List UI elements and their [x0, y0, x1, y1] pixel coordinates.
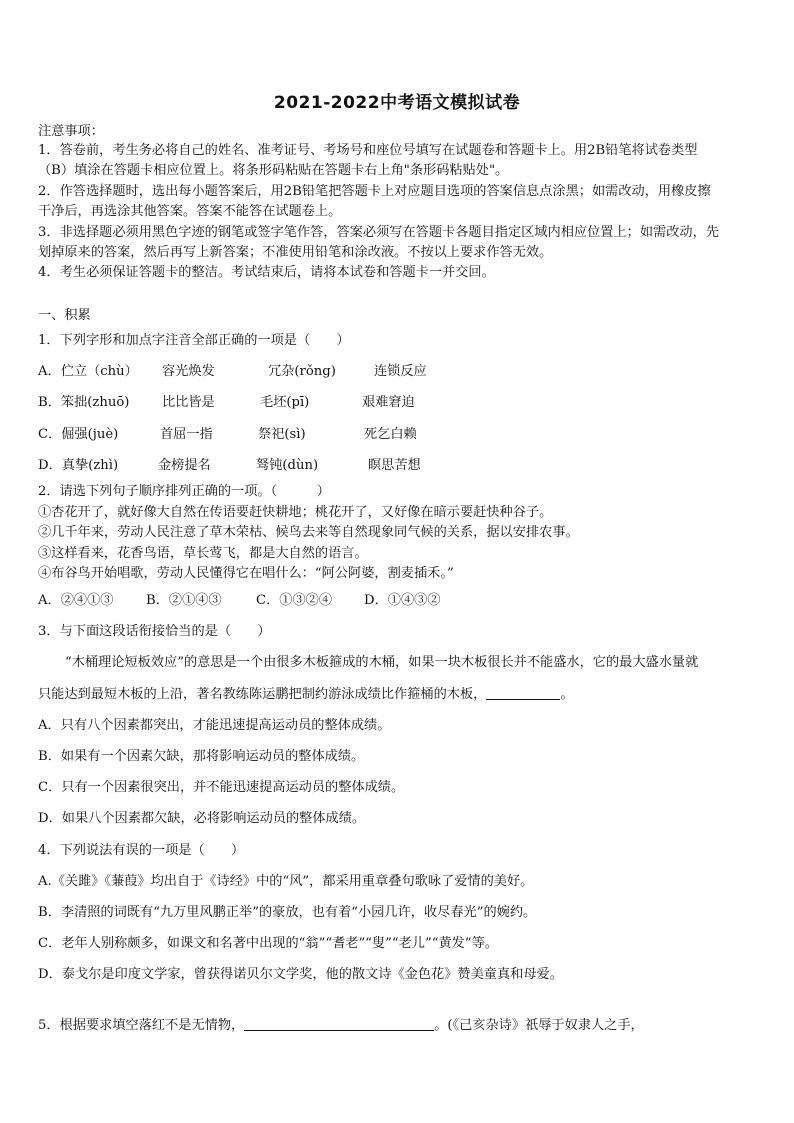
option-cell: 毛坯(pī) [260, 395, 310, 410]
question-4-option-a: A.《关雎》《蒹葭》均出自于《诗经》中的“风”，都采用重章叠句歌咏了爱情的美好。 [38, 874, 534, 889]
option-cell: 比比皆是 [162, 395, 215, 410]
option-cell: 首屈一指 [160, 427, 213, 442]
answer-blank[interactable] [486, 685, 560, 700]
option-cell: B．笨拙(zhuō) [38, 395, 130, 410]
passage-line: “木桶理论短板效应”的意思是一个由很多木板箍成的木桶，如果一块木板很长并不能盛水，它的最大盛水量就 [65, 655, 699, 670]
question-4-option-c: C．老年人别称颇多，如课文和名著中出现的“翁”“耆老”“叟”“老儿”“黄发”等。 [38, 936, 498, 951]
question-3-option-c: C．只有一个因素很突出，并不能迅速提高运动员的整体成绩。 [38, 780, 405, 795]
option-cell: 金榜提名 [158, 458, 211, 473]
question-text: 。(《己亥杂诗》祇辱于奴隶人之手， [434, 1018, 644, 1033]
question-3-option-d: D．如果八个因素都欠缺，必将影响运动员的整体成绩。 [38, 811, 366, 826]
option-cell: A．②④①③ [38, 593, 114, 608]
option-cell: A．伫立（chù） [38, 364, 138, 379]
option-cell: 死乞白赖 [364, 427, 417, 442]
notice-heading: 注意事项： [38, 124, 104, 139]
question-1-option-d [38, 456, 421, 476]
notice-line: 2．作答选择题时，选出每小题答案后，用2B铅笔把答题卡上对应题目选项的答案信息点涂黑；如需改动，用橡皮擦 [38, 184, 711, 199]
option-cell: D．①④③② [364, 593, 441, 608]
question-4-option-b: B．李清照的词既有“九万里风鹏正举”的豪放，也有着“小园几许，收尽春光”的婉约。 [38, 905, 537, 920]
sentence: ③这样看来，花香鸟语，草长莺飞，都是大自然的语言。 [38, 546, 368, 561]
sentence: ④布谷鸟开始唱歌，劳动人民懂得它在唱什么：“阿公阿婆，割麦插禾。” [38, 566, 454, 581]
question-3-option-a: A．只有八个因素都突出，才能迅速提高运动员的整体成绩。 [38, 718, 391, 733]
option-cell: B．②①④③ [146, 593, 222, 608]
option-cell: 冗杂(rǒng) [268, 364, 336, 379]
section-heading: 一、积累 [38, 308, 91, 323]
option-cell: 容光焕发 [162, 364, 215, 379]
option-cell: 瞑思苦想 [368, 458, 421, 473]
question-1-option-a [38, 362, 427, 382]
notice-line: 划掉原来的答案，然后再写上新答案；不准使用铅笔和涂改液。不按以上要求作答无效。 [38, 245, 553, 260]
notice-line: 1．答卷前，考生务必将自己的姓名、准考证号、考场号和座位号填写在试题卷和答题卡上。用2B铅笔将试卷类型 [38, 143, 698, 158]
page-title: 2021-2022中考语文模拟试卷 [273, 93, 521, 113]
question-5-stem [38, 1016, 768, 1036]
sentence: ②几千年来，劳动人民注意了草木荣枯、候鸟去来等自然现象同气候的关系，据以安排农事。 [38, 525, 579, 540]
option-cell: C．倔强(juè) [38, 427, 119, 442]
option-cell: D．真挚(zhì) [38, 458, 119, 473]
answer-blank[interactable] [244, 1016, 434, 1031]
question-text: 5．根据要求填空落红不是无情物， [38, 1018, 245, 1033]
question-2-stem: 2．请选下列句子顺序排列正确的一项。（ ） [38, 484, 330, 499]
question-1-option-c [38, 425, 417, 445]
notice-line: 4．考生必须保证答题卡的整洁。考试结束后，请将本试卷和答题卡一并交回。 [38, 265, 495, 280]
question-4-stem: 4．下列说法有误的一项是（ ） [38, 843, 245, 858]
notice-line: 3．非选择题必须用黑色字迹的钢笔或签字笔作答，答案必须写在答题卡各题目指定区域内相应位置上；如需改动，先 [38, 225, 719, 240]
option-cell: 艰难窘迫 [362, 395, 415, 410]
question-4-option-d: D．泰戈尔是印度文学家，曾获得诺贝尔文学奖，他的散文诗《金色花》赞美童真和母爱。 [38, 967, 563, 982]
notice-line: （B）填涂在答题卡相应位置上。将条形码粘贴在答题卡右上角"条形码粘贴处"。 [38, 163, 509, 178]
option-cell: C．①③②④ [256, 593, 333, 608]
passage-text: 。 [560, 687, 574, 702]
question-2-options [38, 591, 441, 611]
passage-text: 只能达到最短木板的上沿，著名教练陈运鹏把制约游泳成绩比作箍桶的木板， [38, 687, 487, 702]
question-3-option-b: B．如果有一个因素欠缺，那将影响运动员的整体成绩。 [38, 749, 365, 764]
option-cell: 驽钝(dùn) [256, 458, 319, 473]
question-3-stem: 3．与下面这段话衔接恰当的是（ ） [38, 624, 271, 639]
question-1-stem: 1．下列字形和加点字注音全部正确的一项是（ ） [38, 333, 350, 348]
option-cell: 连锁反应 [374, 364, 427, 379]
passage-line [38, 685, 768, 705]
notice-line: 干净后，再选涂其他答案。答案不能答在试题卷上。 [38, 204, 342, 219]
sentence: ①杏花开了，就好像大自然在传语要赶快耕地；桃花开了，又好像在暗示要赶快种谷子。 [38, 505, 553, 520]
option-cell: 祭祀(sì) [258, 427, 306, 442]
question-1-option-b [38, 393, 415, 413]
